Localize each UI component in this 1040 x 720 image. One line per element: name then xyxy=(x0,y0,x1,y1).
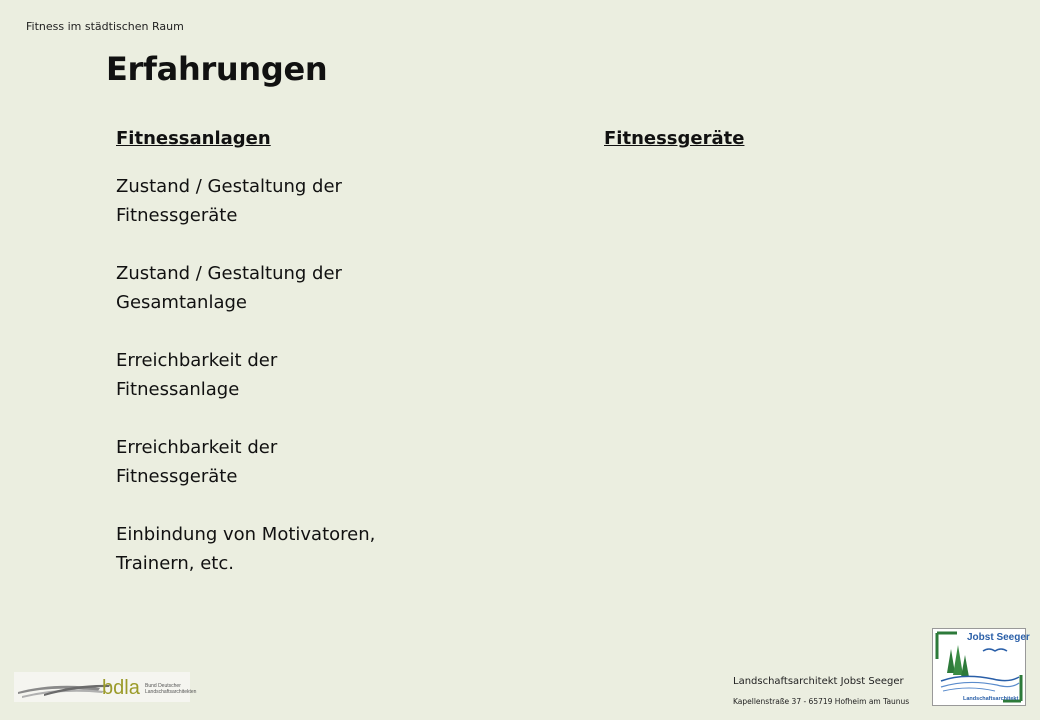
bdla-logo-subtitle: Landschaftsarchitekten xyxy=(145,689,197,695)
criteria-list xyxy=(116,172,436,607)
list-item xyxy=(116,433,436,491)
list-item-line: Fitnessgeräte xyxy=(116,466,238,487)
jobst-seeger-logo-graphic xyxy=(933,629,1030,705)
list-item-line: Erreichbarkeit der xyxy=(116,437,278,458)
list-item-line: Fitnessanlage xyxy=(116,379,240,400)
bdla-logo-subtitle: Bund Deutscher xyxy=(145,683,181,689)
header-note: Fitness im städtischen Raum xyxy=(26,20,184,33)
seeger-logo-title: Jobst Seeger xyxy=(967,632,1030,643)
list-item-line: Zustand / Gestaltung der xyxy=(116,176,342,197)
list-item xyxy=(116,520,436,578)
bdla-logo-graphic xyxy=(14,672,197,702)
column-heading-fitnessgeraete: Fitnessgeräte xyxy=(604,128,745,149)
footer-address: Kapellenstraße 37 - 65719 Hofheim am Taunus xyxy=(733,697,910,706)
list-item-line: Fitnessgeräte xyxy=(116,205,238,226)
column-heading-fitnessanlagen: Fitnessanlagen xyxy=(116,128,271,149)
list-item-line: Trainern, etc. xyxy=(116,553,234,574)
list-item-line: Zustand / Gestaltung der xyxy=(116,263,342,284)
list-item xyxy=(116,259,436,317)
list-item-line: Einbindung von Motivatoren, xyxy=(116,524,376,545)
list-item-line: Gesamtanlage xyxy=(116,292,247,313)
list-item xyxy=(116,346,436,404)
seeger-logo-subtitle: Landschaftsarchitekt xyxy=(963,696,1019,702)
bdla-logo xyxy=(14,672,197,702)
footer-name: Landschaftsarchitekt Jobst Seeger xyxy=(733,676,904,687)
page-title: Erfahrungen xyxy=(106,50,328,88)
bdla-logo-text: bdla xyxy=(102,677,140,699)
list-item xyxy=(116,172,436,230)
jobst-seeger-logo xyxy=(932,628,1030,706)
list-item-line: Erreichbarkeit der xyxy=(116,350,278,371)
